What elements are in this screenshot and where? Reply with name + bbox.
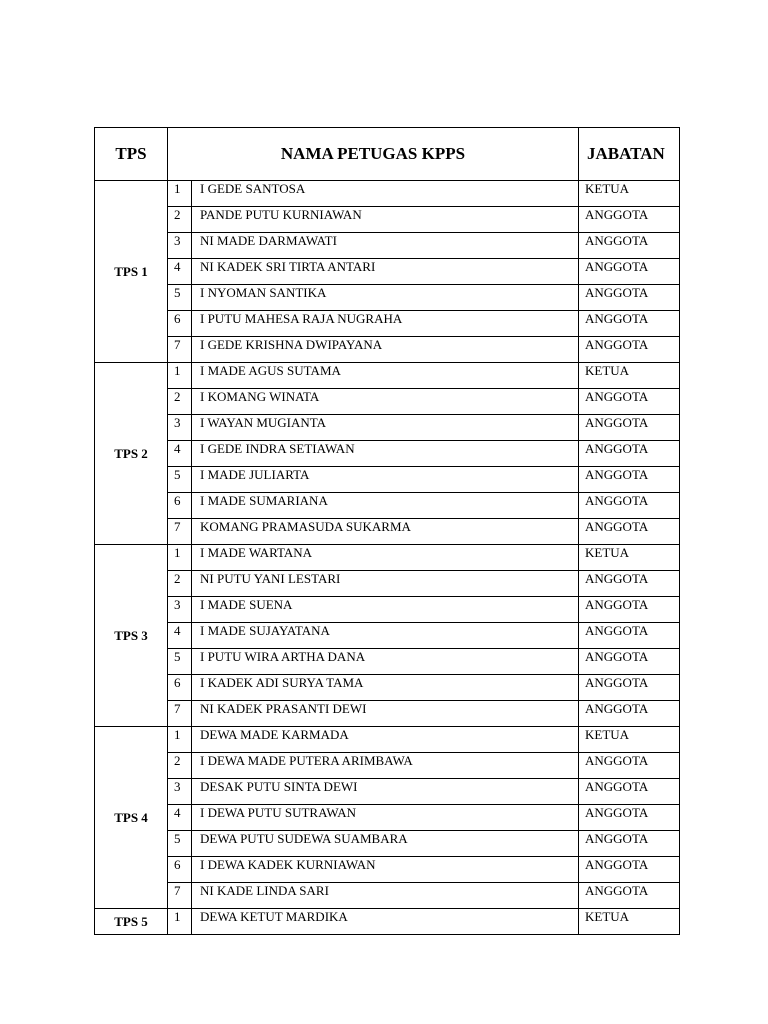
row-number: 5 <box>168 649 192 675</box>
officer-position: KETUA <box>579 545 680 571</box>
officer-name: PANDE PUTU KURNIAWAN <box>192 207 579 233</box>
officer-name: I DEWA PUTU SUTRAWAN <box>192 805 579 831</box>
officer-name: NI KADEK SRI TIRTA ANTARI <box>192 259 579 285</box>
officer-name: NI PUTU YANI LESTARI <box>192 571 579 597</box>
officer-name: I MADE JULIARTA <box>192 467 579 493</box>
officer-position: ANGGOTA <box>579 233 680 259</box>
officer-position: ANGGOTA <box>579 571 680 597</box>
officer-name: I KADEK ADI SURYA TAMA <box>192 675 579 701</box>
officer-position: ANGGOTA <box>579 285 680 311</box>
officer-name: I DEWA KADEK KURNIAWAN <box>192 857 579 883</box>
officer-name: I MADE SUMARIANA <box>192 493 579 519</box>
officer-name: NI KADE LINDA SARI <box>192 883 579 909</box>
table-row <box>95 337 680 363</box>
row-number: 6 <box>168 311 192 337</box>
row-number: 3 <box>168 779 192 805</box>
row-number: 2 <box>168 753 192 779</box>
officer-position: ANGGOTA <box>579 207 680 233</box>
officer-name: I MADE WARTANA <box>192 545 579 571</box>
table-row <box>95 259 680 285</box>
officer-name: I NYOMAN SANTIKA <box>192 285 579 311</box>
row-number: 7 <box>168 519 192 545</box>
officer-name: I GEDE INDRA SETIAWAN <box>192 441 579 467</box>
officer-name: I GEDE KRISHNA DWIPAYANA <box>192 337 579 363</box>
row-number: 1 <box>168 363 192 389</box>
row-number: 2 <box>168 571 192 597</box>
tps-label: TPS 2 <box>95 363 168 545</box>
header-jabatan: JABATAN <box>579 128 680 181</box>
table-row <box>95 493 680 519</box>
table-row <box>95 545 680 571</box>
header-tps: TPS <box>95 128 168 181</box>
officer-name: I KOMANG WINATA <box>192 389 579 415</box>
officer-position: ANGGOTA <box>579 883 680 909</box>
table-row <box>95 311 680 337</box>
officer-name: DEWA PUTU SUDEWA SUAMBARA <box>192 831 579 857</box>
table-row <box>95 415 680 441</box>
table-row <box>95 649 680 675</box>
table-row <box>95 753 680 779</box>
officer-position: KETUA <box>579 727 680 753</box>
row-number: 6 <box>168 857 192 883</box>
row-number: 4 <box>168 259 192 285</box>
officer-position: KETUA <box>579 363 680 389</box>
officer-position: ANGGOTA <box>579 311 680 337</box>
tps-label: TPS 3 <box>95 545 168 727</box>
officer-name: I GEDE SANTOSA <box>192 181 579 207</box>
row-number: 6 <box>168 675 192 701</box>
officer-position: ANGGOTA <box>579 649 680 675</box>
table-row <box>95 285 680 311</box>
row-number: 5 <box>168 467 192 493</box>
row-number: 4 <box>168 441 192 467</box>
table-row <box>95 519 680 545</box>
row-number: 1 <box>168 545 192 571</box>
officer-position: ANGGOTA <box>579 597 680 623</box>
row-number: 7 <box>168 883 192 909</box>
table-row <box>95 883 680 909</box>
officer-position: ANGGOTA <box>579 779 680 805</box>
officer-position: KETUA <box>579 909 680 935</box>
table-header-row <box>95 128 680 181</box>
table-row <box>95 571 680 597</box>
header-name: NAMA PETUGAS KPPS <box>168 128 579 181</box>
officer-name: I PUTU WIRA ARTHA DANA <box>192 649 579 675</box>
table-row <box>95 233 680 259</box>
table-row <box>95 701 680 727</box>
officer-name: DESAK PUTU SINTA DEWI <box>192 779 579 805</box>
table-row <box>95 597 680 623</box>
table-row <box>95 831 680 857</box>
officer-position: ANGGOTA <box>579 623 680 649</box>
table-row <box>95 805 680 831</box>
officer-position: ANGGOTA <box>579 389 680 415</box>
table-row <box>95 389 680 415</box>
officer-position: ANGGOTA <box>579 701 680 727</box>
tps-label: TPS 5 <box>95 909 168 935</box>
officer-position: ANGGOTA <box>579 831 680 857</box>
officer-name: KOMANG PRAMASUDA SUKARMA <box>192 519 579 545</box>
table-row <box>95 441 680 467</box>
row-number: 5 <box>168 285 192 311</box>
officer-name: I WAYAN MUGIANTA <box>192 415 579 441</box>
row-number: 3 <box>168 233 192 259</box>
table-row <box>95 207 680 233</box>
row-number: 7 <box>168 337 192 363</box>
officer-position: ANGGOTA <box>579 493 680 519</box>
officer-name: NI MADE DARMAWATI <box>192 233 579 259</box>
row-number: 5 <box>168 831 192 857</box>
row-number: 7 <box>168 701 192 727</box>
table-row <box>95 467 680 493</box>
tps-label: TPS 1 <box>95 181 168 363</box>
officer-position: ANGGOTA <box>579 337 680 363</box>
table-row <box>95 857 680 883</box>
officer-position: ANGGOTA <box>579 259 680 285</box>
row-number: 2 <box>168 207 192 233</box>
row-number: 3 <box>168 597 192 623</box>
row-number: 1 <box>168 727 192 753</box>
row-number: 4 <box>168 623 192 649</box>
row-number: 6 <box>168 493 192 519</box>
row-number: 1 <box>168 909 192 935</box>
officer-position: ANGGOTA <box>579 415 680 441</box>
table-row <box>95 623 680 649</box>
officer-name: DEWA MADE KARMADA <box>192 727 579 753</box>
row-number: 1 <box>168 181 192 207</box>
officer-position: ANGGOTA <box>579 675 680 701</box>
officer-position: ANGGOTA <box>579 805 680 831</box>
row-number: 4 <box>168 805 192 831</box>
officer-name: I PUTU MAHESA RAJA NUGRAHA <box>192 311 579 337</box>
table-row <box>95 909 680 935</box>
row-number: 2 <box>168 389 192 415</box>
officer-position: ANGGOTA <box>579 753 680 779</box>
officer-position: ANGGOTA <box>579 467 680 493</box>
officer-name: DEWA KETUT MARDIKA <box>192 909 579 935</box>
officer-position: ANGGOTA <box>579 519 680 545</box>
table-row <box>95 727 680 753</box>
officer-position: ANGGOTA <box>579 857 680 883</box>
officer-name: I MADE SUJAYATANA <box>192 623 579 649</box>
table-body <box>95 181 680 935</box>
table-row <box>95 675 680 701</box>
table-row <box>95 779 680 805</box>
officer-name: I DEWA MADE PUTERA ARIMBAWA <box>192 753 579 779</box>
officer-name: I MADE SUENA <box>192 597 579 623</box>
kpps-officers-table <box>94 127 680 935</box>
row-number: 3 <box>168 415 192 441</box>
tps-label: TPS 4 <box>95 727 168 909</box>
officer-position: KETUA <box>579 181 680 207</box>
table-row <box>95 363 680 389</box>
officer-name: NI KADEK PRASANTI DEWI <box>192 701 579 727</box>
officer-name: I MADE AGUS SUTAMA <box>192 363 579 389</box>
table-row <box>95 181 680 207</box>
officer-position: ANGGOTA <box>579 441 680 467</box>
